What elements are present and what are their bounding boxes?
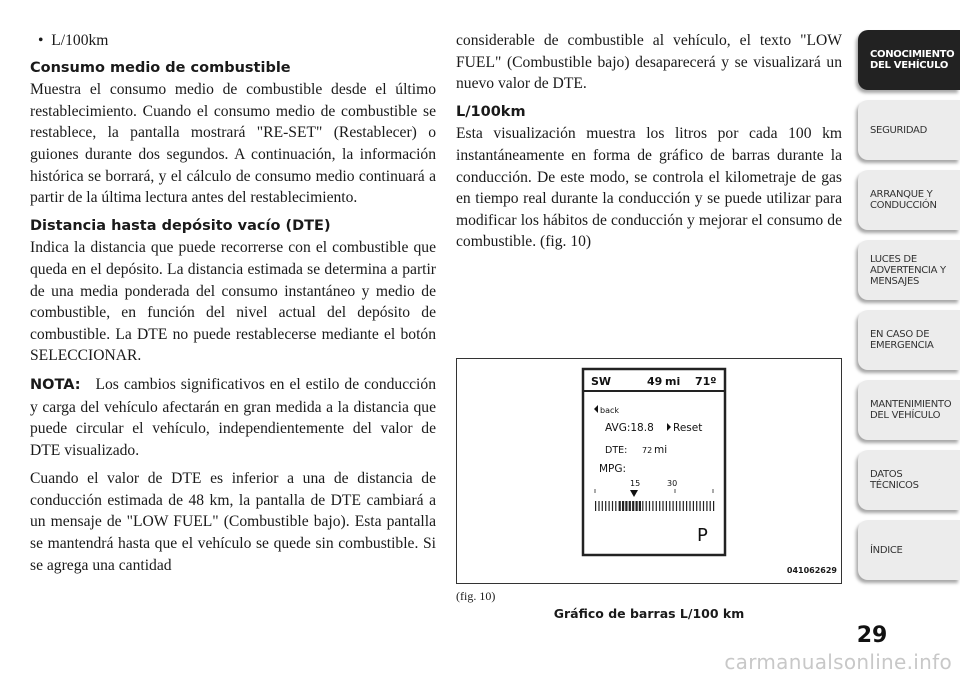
bar-segment <box>598 501 599 511</box>
chapter-tab[interactable] <box>858 170 960 230</box>
section-body: Esta visualización muestra los litros por cada 100 km instantáneamente en forma de gráfico de barras durante la conducción. De este modo, se controla el kilometraje de gas en tiempo real durante la conducción y se puede utilizar para modificar los hábitos de conducción y mejorar el consumo de combustible. (fig. 10) <box>456 125 842 251</box>
bar-segment <box>683 501 684 511</box>
bar-segment <box>609 501 610 511</box>
chapter-tab[interactable] <box>858 240 960 300</box>
chapter-tabs <box>858 30 960 590</box>
bar-segment <box>602 501 603 511</box>
bar-segment <box>632 501 634 511</box>
chapter-tab-label: ÍNDICE <box>870 544 903 556</box>
low-fuel-paragraph: Cuando el valor de DTE es inferior a una de distancia de conducción estimada de 48 km, la pantalla de DTE cambiará a un mensaje de "LOW FUEL" (Combustible bajo). Esta pantalla se mantendrá hasta que el vehículo se quede sin combustible. Si se agrega una cantidad <box>30 470 436 574</box>
distance-unit: mi <box>665 375 681 388</box>
bar-segment <box>649 501 650 511</box>
bar-segment <box>639 501 641 511</box>
right-column <box>456 30 842 260</box>
section-consumo-medio <box>30 58 436 209</box>
watermark: carmanualsonline.info <box>724 650 952 674</box>
bar-segment <box>700 501 701 511</box>
bar-segment <box>659 501 660 511</box>
bar-segment <box>673 501 674 511</box>
bar-segment <box>696 501 697 511</box>
bar-segment <box>646 501 647 511</box>
bullet-item: • L/100km <box>38 32 109 49</box>
dte-unit: mi <box>654 444 668 456</box>
section-dte <box>30 216 436 367</box>
dte-value: 72 <box>642 446 653 455</box>
bar-segment <box>689 501 690 511</box>
note-label: NOTA: <box>30 376 81 393</box>
left-column <box>30 30 436 583</box>
bullet-text: L/100km <box>51 32 109 49</box>
scale-label-15: 15 <box>630 479 641 488</box>
reset-label: Reset <box>673 422 703 434</box>
bar-segment <box>636 501 638 511</box>
mpg-label: MPG: <box>599 463 627 475</box>
chapter-tab-label: EN CASO DE EMERGENCIA <box>870 329 934 351</box>
bar-segment <box>625 501 627 511</box>
bar-segment <box>713 501 714 511</box>
chapter-tab[interactable] <box>858 520 960 580</box>
bar-segment <box>629 501 631 511</box>
image-code: 041062629 <box>786 566 837 575</box>
section-heading: Distancia hasta depósito vacío (DTE) <box>30 217 331 234</box>
bar-segment <box>662 501 663 511</box>
cluster-display-illustration <box>457 359 841 583</box>
bar-segment <box>642 501 643 511</box>
section-body: Muestra el consumo medio de combustible desde el último restablecimiento. Cuando el consumo medio de combustible se restablece, la pantalla mostrará "RE-SET" (Restablecer) o guiones durante dos segundos. A continuación, la información histórica se borrará, y el cálculo de consumo medio continuará a partir de la última lectura antes del restablecimiento. <box>30 81 436 207</box>
chapter-tab[interactable] <box>858 100 960 160</box>
bar-segment <box>703 501 704 511</box>
section-body: Indica la distancia que puede recorrerse con el combustible que queda en el depósito. La distancia estimada se determina a partir de una media ponderada del consumo instantáneo y medio de combustible, en función del nivel actual del depósito de combustible. La DTE no puede restablecerse mediante el botón SELECCIONAR. <box>30 239 436 365</box>
chapter-tab[interactable] <box>858 450 960 510</box>
section-heading: Consumo medio de combustible <box>30 59 291 76</box>
chapter-tab[interactable] <box>858 30 960 90</box>
bar-segment <box>605 501 606 511</box>
figure-reference: (fig. 10) <box>456 589 496 603</box>
section-heading: L/100km <box>456 103 526 120</box>
bar-segment <box>693 501 694 511</box>
chapter-tab-label: LUCES DE ADVERTENCIA Y MENSAJES <box>870 253 946 287</box>
scale-label-30: 30 <box>667 479 678 488</box>
chapter-tab[interactable] <box>858 380 960 440</box>
bar-segment <box>622 501 624 511</box>
chapter-tab-label: ARRANQUE Y CONDUCCIÓN <box>870 189 937 211</box>
back-label: back <box>600 406 620 415</box>
note <box>30 374 436 461</box>
chapter-tab[interactable] <box>858 310 960 370</box>
avg-label: AVG:18.8 <box>605 422 654 434</box>
figure-display <box>456 358 842 584</box>
figure-caption: Gráfico de barras L/100 km <box>553 606 745 621</box>
bar-segment <box>612 501 613 511</box>
bar-segment <box>619 501 621 511</box>
bar-segment <box>652 501 653 511</box>
bar-segment <box>706 501 707 511</box>
bar-segment <box>615 501 616 511</box>
compass-text: SW <box>591 375 612 388</box>
chapter-tab-label: CONOCIMIENTO DEL VEHÍCULO <box>870 49 955 71</box>
page-number: 29 <box>856 623 888 648</box>
chapter-tab-label: DATOS TÉCNICOS <box>870 469 919 491</box>
section-l100km <box>456 102 842 253</box>
bar-segment <box>676 501 677 511</box>
bar-segment <box>656 501 657 511</box>
chapter-tab-label: SEGURIDAD <box>870 124 927 136</box>
distance-value: 49 <box>647 375 663 388</box>
continued-paragraph: considerable de combustible al vehículo, el texto "LOW FUEL" (Combustible bajo) desaparecerá y se visualizará un nuevo valor de DTE. <box>456 32 842 93</box>
chapter-tab-label: MANTENIMIENTO DEL VEHÍCULO <box>870 399 952 421</box>
bar-segment <box>669 501 670 511</box>
gear-indicator: P <box>697 525 708 546</box>
bar-segment <box>679 501 680 511</box>
bar-segment <box>686 501 687 511</box>
bar-segment <box>666 501 667 511</box>
bar-segment <box>595 501 596 511</box>
note-text: Los cambios significativos en el estilo de conducción y carga del vehículo afectarán en gran medida a la distancia que puede circular el vehículo, independientemente del valor de DTE visualizado. <box>30 375 436 459</box>
temperature: 71º <box>695 375 717 388</box>
bar-segment <box>710 501 711 511</box>
dte-label: DTE: <box>605 445 628 456</box>
